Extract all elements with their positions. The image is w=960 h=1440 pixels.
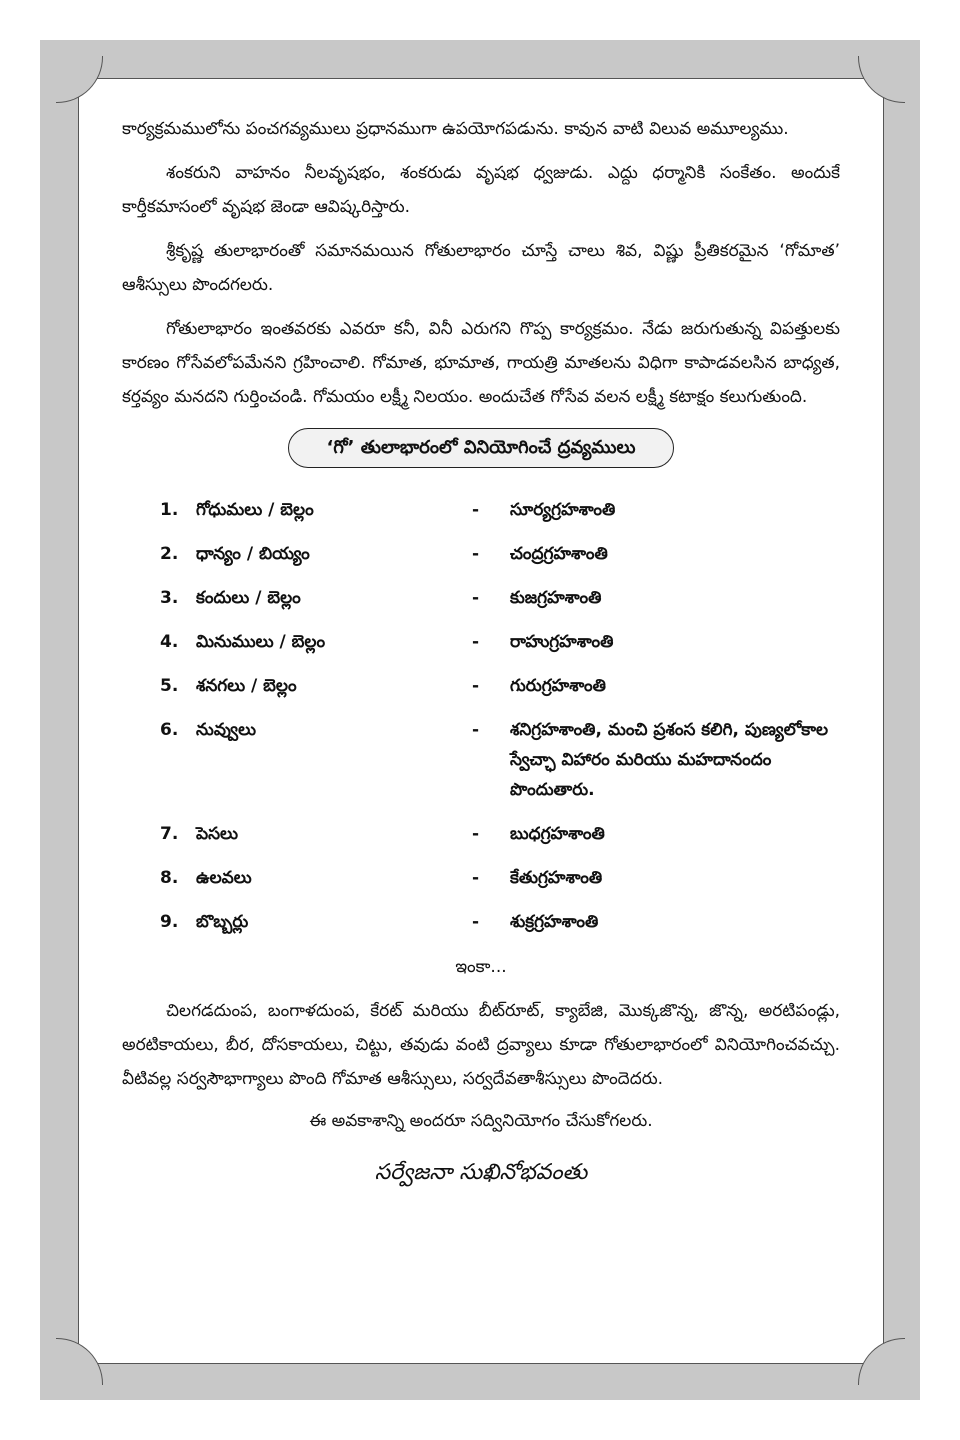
paragraph-1: కార్యక్రమములోను పంచగవ్యములు ప్రధానముగా ఉపయోగపడును. కావున వాటి విలువ అమూల్యము.: [122, 119, 789, 139]
items-table: [160, 488, 840, 944]
paragraph-3: శ్రీకృష్ణ తులాభారంతో సమానమయిన గోతులాభారం చూస్తే చాలు శివ, విష్ణు ప్రీతికరమైన ‘గోమాత’ ఆశీస్సులు పొందగలరు.: [122, 241, 840, 295]
item-number: 5.: [160, 676, 179, 696]
extra-paragraph: చిలగడదుంప, బంగాళదుంప, కేరట్ మరియు బీట్‌రూట్, క్యాబేజి, మొక్కజొన్న, జొన్న, అరటిపండ్లు, అరటికాయలు, బీర, దోసకాయలు, చిట్టు, తవుడు వంటి ద్రవ్యాలు కూడా గోతులాభారంలో వినియోగించవచ్చు. వీటివల్ల సర్వసౌభాగ్యాలు పొంది గోమాత ఆశీస్సులు, సర్వదేవతాశీస్సులు పొందెదరు.: [122, 1001, 840, 1089]
item-dash: -: [472, 824, 480, 844]
item-name: గోధుమలు / బెల్లం: [196, 500, 314, 520]
section-heading-wrap: [122, 428, 840, 468]
item-dash: -: [472, 588, 480, 608]
item-name: ధాన్యం / బియ్యం: [196, 544, 310, 564]
blessing-line: సర్వేజనా సుఖినోభవంతు: [374, 1160, 588, 1185]
table-row: [160, 664, 840, 708]
item-effect: కేతుగ్రహశాంతి: [510, 868, 603, 888]
item-number: 6.: [160, 720, 179, 740]
item-dash: -: [472, 500, 480, 520]
item-number: 1.: [160, 500, 179, 520]
item-name: శనగలు / బెల్లం: [196, 676, 297, 696]
item-number: 4.: [160, 632, 179, 652]
item-dash: -: [472, 632, 480, 652]
table-row: [160, 708, 840, 812]
item-dash: -: [472, 912, 480, 932]
table-row: [160, 900, 840, 944]
item-name: కందులు / బెల్లం: [196, 588, 301, 608]
item-name: ఉలవలు: [196, 868, 252, 888]
item-name: బొబ్బర్లు: [196, 912, 249, 932]
item-dash: -: [472, 720, 480, 740]
paragraph-2: శంకరుని వాహనం నీలవృషభం, శంకరుడు వృషభ ధ్వజుడు. ఎద్దు ధర్మానికి సంకేతం. అందుకే కార్తీకమాసంలో వృషభ జెండా ఆవిష్కరిస్తారు.: [122, 163, 840, 217]
page-content: [122, 112, 840, 1188]
item-effect: సూర్యగ్రహశాంతి: [510, 500, 616, 520]
item-name: పెసలు: [196, 824, 238, 844]
item-effect: శనిగ్రహశాంతి, మంచి ప్రశంస కలిగి, పుణ్యలోకాల స్వేచ్ఛా విహారం మరియు మహదానందం పొందుతారు.: [510, 720, 829, 800]
item-effect: గురుగ్రహశాంతి: [510, 676, 606, 696]
section-heading: ‘గో’ తులాభారంలో వినియోగించే ద్రవ్యములు: [288, 428, 675, 468]
item-name: నువ్వులు: [196, 720, 257, 740]
table-row: [160, 532, 840, 576]
item-dash: -: [472, 868, 480, 888]
table-row: [160, 488, 840, 532]
item-dash: -: [472, 676, 480, 696]
table-row: [160, 812, 840, 856]
item-effect: చంద్రగ్రహశాంతి: [510, 544, 608, 564]
item-name: మినుములు / బెల్లం: [196, 632, 326, 652]
item-dash: -: [472, 544, 480, 564]
item-number: 8.: [160, 868, 179, 888]
item-number: 7.: [160, 824, 179, 844]
item-number: 3.: [160, 588, 179, 608]
item-number: 9.: [160, 912, 179, 932]
item-number: 2.: [160, 544, 179, 564]
table-row: [160, 856, 840, 900]
closing-line: ఈ అవకాశాన్ని అందరూ సద్వినియోగం చేసుకోగలరు.: [309, 1111, 653, 1131]
item-effect: రాహుగ్రహశాంతి: [510, 632, 614, 652]
inka-label: ఇంకా...: [455, 957, 507, 977]
table-row: [160, 620, 840, 664]
table-row: [160, 576, 840, 620]
item-effect: బుధగ్రహశాంతి: [510, 824, 605, 844]
item-effect: శుక్రగ్రహశాంతి: [510, 912, 599, 932]
item-effect: కుజగ్రహశాంతి: [510, 588, 602, 608]
paragraph-4: గోతులాభారం ఇంతవరకు ఎవరూ కనీ, వినీ ఎరుగని గొప్ప కార్యక్రమం. నేడు జరుగుతున్న విపత్తులకు కారణం గోసేవలోపమేనని గ్రహించాలి. గోమాత, భూమాత, గాయత్రి మాతలను విధిగా కాపాడవలసిన బాధ్యత, కర్తవ్యం మనదని గుర్తించండి. గోమయం లక్ష్మీ నిలయం. అందుచేత గోసేవ వలన లక్ష్మీ కటాక్షం కలుగుతుంది.: [122, 319, 840, 407]
